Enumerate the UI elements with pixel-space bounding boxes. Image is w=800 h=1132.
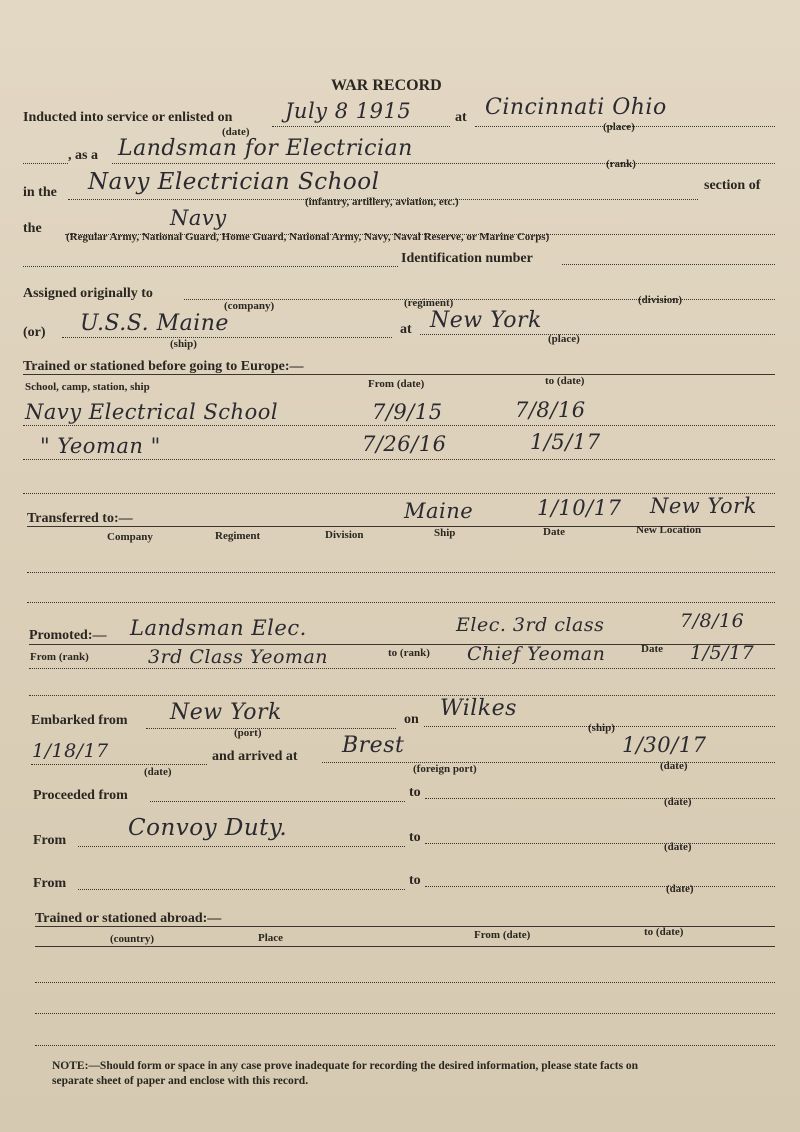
col-from-header: From (date) (368, 378, 425, 390)
abroad-header-rule (35, 946, 775, 947)
inducted-at-label: at (455, 110, 467, 125)
col-country-header: (country) (110, 933, 154, 945)
ship-place-line (420, 334, 775, 335)
transfer-row-1-line (27, 572, 775, 573)
to-rank-label: to (rank) (388, 647, 430, 659)
regiment-sublabel: (regiment) (404, 297, 454, 309)
service-sublabel: (Regular Army, National Guard, Home Guard, National Army, Navy, Naval Reserve, or Marine Corps) (66, 231, 550, 243)
as-a-label: , as a (68, 148, 98, 163)
promoted-from-value: 3rd Class Yeoman (148, 646, 329, 668)
col-division-header: Division (325, 529, 364, 541)
from-1-line (78, 846, 405, 847)
from-1-date-sublabel: (date) (664, 841, 692, 853)
section-of-label: section of (704, 178, 761, 193)
embarked-on-label: on (404, 712, 419, 727)
transfer-date-value: 1/10/17 (537, 496, 622, 520)
col-regiment-header: Regiment (215, 530, 261, 542)
ship-place-sublabel: (place) (548, 333, 580, 345)
proceeded-label: Proceeded from (33, 788, 128, 803)
promoted-2-value: Elec. 3rd class (456, 614, 605, 636)
as-a-leading-line (23, 163, 68, 164)
promoted-row-2-line (29, 695, 775, 696)
abroad-row-1-line (35, 982, 775, 983)
training-2-to: 1/5/17 (530, 430, 601, 454)
trained-label: Trained or stationed before going to Europe:— (23, 359, 304, 374)
col-company-header: Company (107, 531, 153, 543)
from-2-line (78, 889, 405, 890)
ship-line (62, 337, 392, 338)
from-1-to-label: to (409, 830, 421, 845)
ship-at-label: at (400, 322, 412, 337)
col-school-header: School, camp, station, ship (25, 381, 150, 393)
service-value: Navy (170, 206, 227, 230)
embarked-ship-value: Wilkes (440, 696, 517, 721)
training-row-1-line (23, 425, 775, 426)
arrived-label: and arrived at (212, 749, 298, 764)
embarked-date-line (31, 764, 207, 765)
rank-sublabel: (rank) (606, 158, 636, 170)
proceeded-date-sublabel: (date) (664, 796, 692, 808)
col-to-header: to (date) (545, 375, 585, 387)
promoted-date-1-value: 7/8/16 (680, 610, 745, 632)
company-sublabel: (company) (224, 300, 275, 312)
abroad-row-3-line (35, 1045, 775, 1046)
col-abroad-to-header: to (date) (644, 926, 684, 938)
from-2-to-label: to (409, 873, 421, 888)
trained-rule (23, 374, 775, 375)
training-2-from: 7/26/16 (362, 432, 447, 456)
arrived-port-value: Brest (342, 733, 405, 758)
from-2-to-line (425, 886, 775, 887)
division-sublabel: (division) (638, 294, 683, 306)
note-line-2: separate sheet of paper and enclose with this record. (52, 1075, 309, 1087)
assigned-label: Assigned originally to (23, 286, 153, 301)
promoted-date-label: Date (641, 643, 663, 655)
ship-sublabel: (ship) (170, 338, 197, 350)
rank-line (112, 163, 775, 164)
training-1-from: 7/9/15 (372, 400, 443, 424)
induction-date-value: July 8 1915 (285, 99, 412, 123)
or-label: (or) (23, 325, 46, 340)
ship-sublabel-2: (ship) (588, 722, 615, 734)
training-row-2-line (23, 459, 775, 460)
promoted-label: Promoted:— (29, 628, 107, 643)
abroad-label: Trained or stationed abroad:— (35, 911, 222, 926)
ship-place-value: New York (430, 308, 542, 333)
ident-label: Identification number (401, 251, 533, 266)
from-2-label: From (33, 876, 67, 891)
date-sublabel: (date) (222, 126, 250, 138)
arrived-date-sublabel: (date) (660, 760, 688, 772)
from-2-date-sublabel: (date) (666, 883, 694, 895)
place-sublabel: (place) (603, 121, 635, 133)
foreign-port-sublabel: (foreign port) (413, 763, 477, 775)
col-place-header: Place (258, 932, 284, 944)
col-newloc-header: New Location (636, 524, 702, 536)
abroad-row-2-line (35, 1013, 775, 1014)
proceeded-to-label: to (409, 785, 421, 800)
unit-value: Navy Electrician School (88, 169, 380, 195)
arrived-line (322, 762, 775, 763)
embarked-date-value: 1/18/17 (32, 740, 109, 762)
training-1-place: Navy Electrical School (25, 400, 279, 424)
proceeded-from-line (150, 801, 405, 802)
from-1-to-line (425, 843, 775, 844)
from-1-label: From (33, 833, 67, 848)
col-date-header: Date (543, 526, 565, 538)
rank-value: Landsman for Electrician (118, 136, 413, 161)
promoted-to-value: Chief Yeoman (467, 643, 606, 665)
promoted-date-2-value: 1/5/17 (690, 642, 755, 664)
from-rank-label: From (rank) (30, 651, 89, 663)
promoted-1-value: Landsman Elec. (130, 616, 307, 640)
in-the-label: in the (23, 185, 57, 200)
ident-leading-line (23, 266, 398, 267)
embarked-date-sublabel: (date) (144, 766, 172, 778)
embarked-port-value: New York (170, 700, 282, 725)
from-1-value: Convoy Duty. (128, 815, 288, 841)
promoted-row-line (29, 668, 775, 669)
proceeded-to-line (425, 798, 775, 799)
arrived-date-value: 1/30/17 (622, 733, 707, 757)
transfer-ship-value: Maine (404, 499, 474, 523)
port-sublabel: (port) (234, 727, 262, 739)
training-1-to: 7/8/16 (515, 398, 586, 422)
inducted-label: Inducted into service or enlisted on (23, 110, 233, 125)
col-abroad-from-header: From (date) (474, 929, 531, 941)
transfer-location-value: New York (650, 494, 757, 518)
induction-place-value: Cincinnati Ohio (485, 95, 667, 120)
page-title: WAR RECORD (331, 77, 442, 94)
promoted-rule (29, 644, 775, 645)
branch-sublabel: (infantry, artillery, aviation, etc.) (305, 196, 459, 208)
ident-line (562, 264, 775, 265)
embarked-label: Embarked from (31, 713, 128, 728)
transfer-row-2-line (27, 602, 775, 603)
ship-value: U.S.S. Maine (80, 311, 229, 336)
induction-date-line (272, 126, 450, 127)
training-2-place: " Yeoman " (40, 434, 161, 458)
col-ship-header: Ship (434, 527, 456, 539)
the-label: the (23, 221, 42, 236)
note-line-1: NOTE:—Should form or space in any case prove inadequate for recording the desired information, please state facts on (52, 1060, 639, 1072)
embarked-port-line (146, 728, 396, 729)
transferred-label: Transferred to:— (27, 511, 133, 526)
